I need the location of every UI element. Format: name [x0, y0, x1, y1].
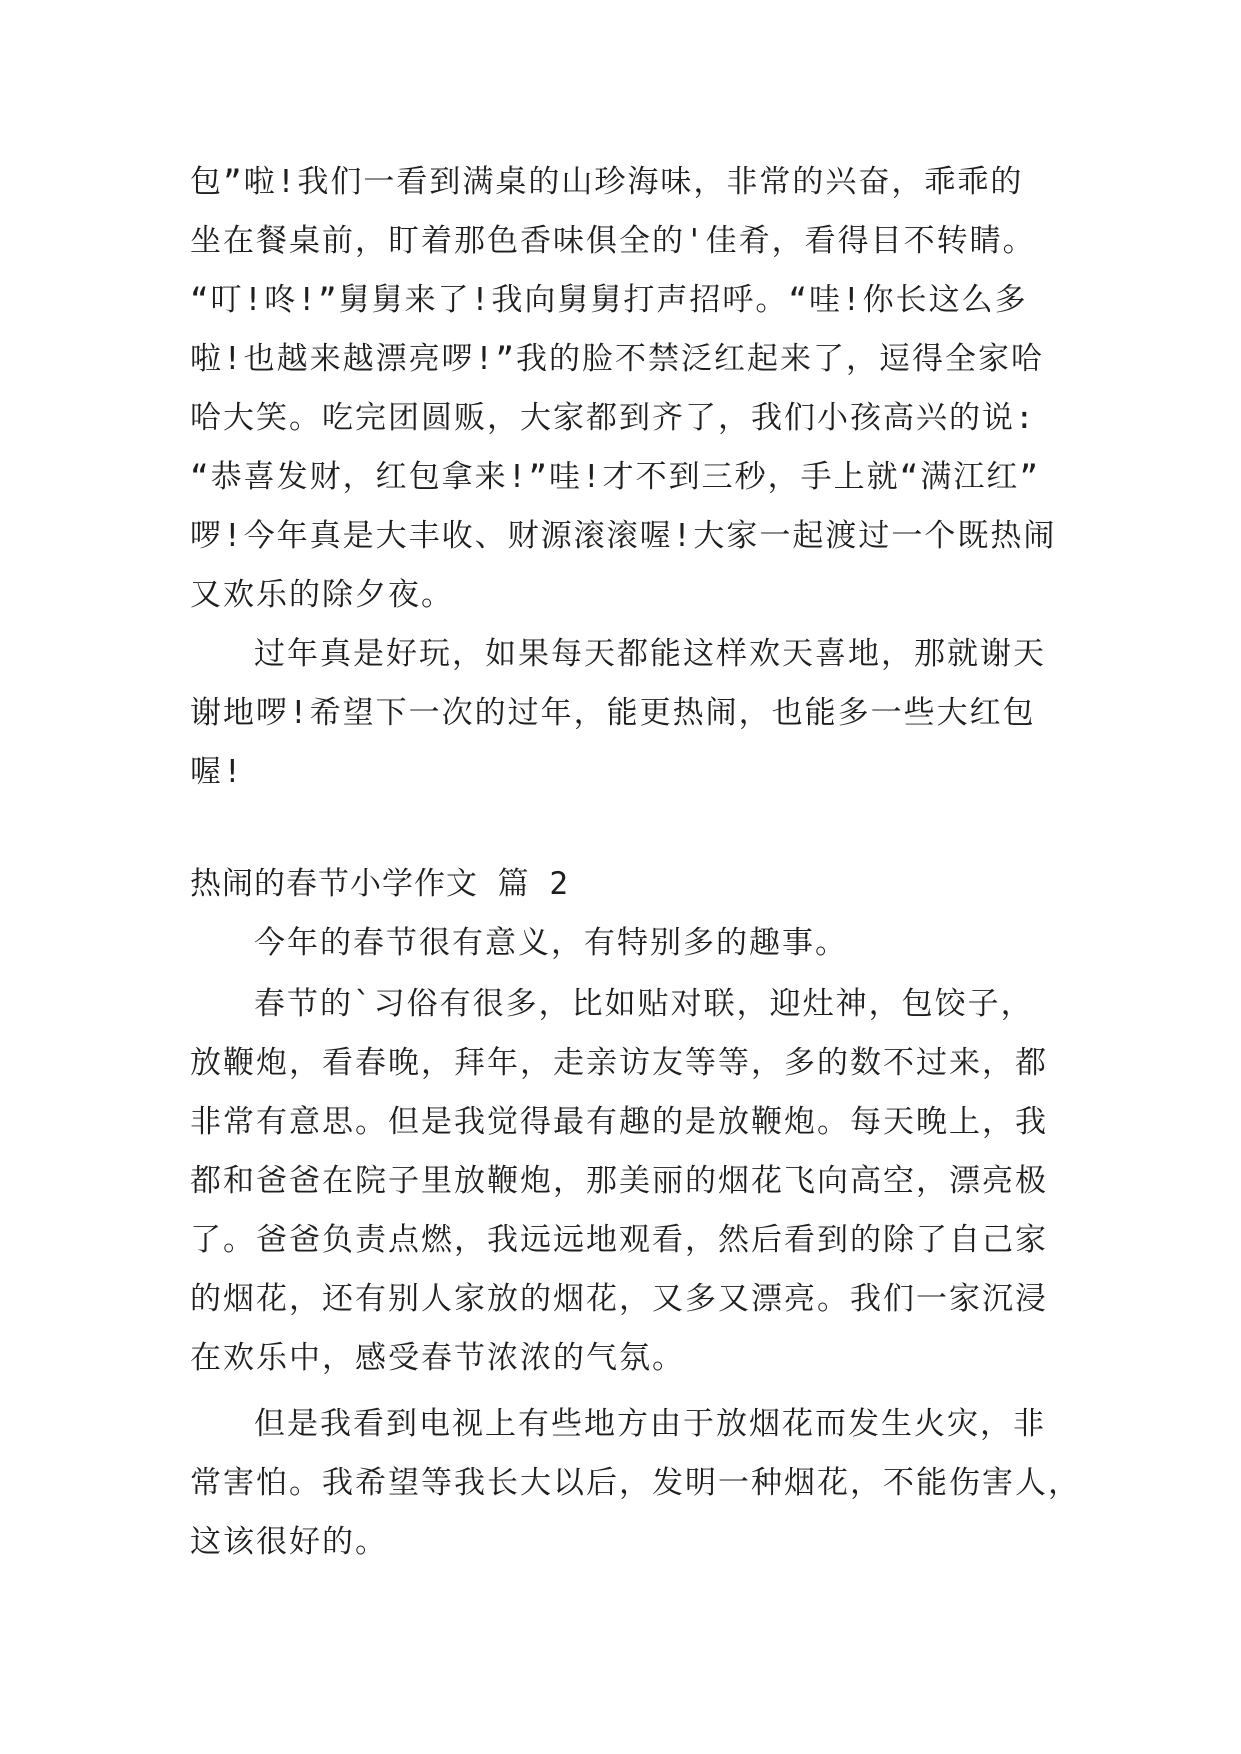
text-line: 又欢乐的除夕夜。	[190, 577, 454, 613]
text-line: 今年的春节很有意义，有特别多的趣事。	[254, 925, 848, 961]
text-line: 都和爸爸在院子里放鞭炮，那美丽的烟花飞向高空，漂亮极	[190, 1163, 1048, 1199]
text-line: 谢地啰!希望下一次的过年，能更热闹，也能多一些大红包	[190, 695, 1036, 731]
text-line: “叮!咚!”舅舅来了!我向舅舅打声招呼。“哇!你长这么多	[190, 282, 1028, 318]
text-line: 这该很好的。	[190, 1524, 388, 1560]
text-line: 了。爸爸负责点燃，我远远地观看，然后看到的除了自己家	[190, 1222, 1048, 1258]
text-line: 坐在餐桌前，盯着那色香味俱全的'佳肴，看得目不转睛。	[190, 223, 1036, 259]
section-heading: 热闹的春节小学作文 篇 2	[190, 866, 569, 902]
text-line: 啰!今年真是大丰收、财源滚滚喔!大家一起渡过一个既热闹	[190, 518, 1057, 554]
text-line: 但是我看到电视上有些地方由于放烟花而发生火灾，非	[254, 1406, 1046, 1442]
text-line: 过年真是好玩，如果每天都能这样欢天喜地，那就谢天	[254, 636, 1046, 672]
text-line: 哈大笑。吃完团圆贩，大家都到齐了，我们小孩高兴的说:	[190, 400, 1036, 436]
text-line: 放鞭炮，看春晚，拜年，走亲访友等等，多的数不过来，都	[190, 1045, 1048, 1081]
text-line: 非常有意思。但是我觉得最有趣的是放鞭炮。每天晚上，我	[190, 1104, 1048, 1140]
text-line: 啦!也越来越漂亮啰!”我的脸不禁泛红起来了，逗得全家哈	[190, 341, 1044, 377]
text-line: 春节的`习俗有很多，比如贴对联，迎灶神，包饺子，	[254, 986, 1034, 1022]
text-line: 包”啦!我们一看到满桌的山珍海味，非常的兴奋，乖乖的	[190, 164, 1024, 200]
text-line: 的烟花，还有别人家放的烟花，又多又漂亮。我们一家沉浸	[190, 1281, 1048, 1317]
text-line: 在欢乐中，感受春节浓浓的气氛。	[190, 1340, 685, 1376]
text-line: “恭喜发财，红包拿来!”哇!才不到三秒，手上就“满江红”	[190, 459, 1040, 495]
text-line: 常害怕。我希望等我长大以后，发明一种烟花，不能伤害人，	[190, 1465, 1081, 1501]
text-line: 喔!	[190, 754, 244, 790]
